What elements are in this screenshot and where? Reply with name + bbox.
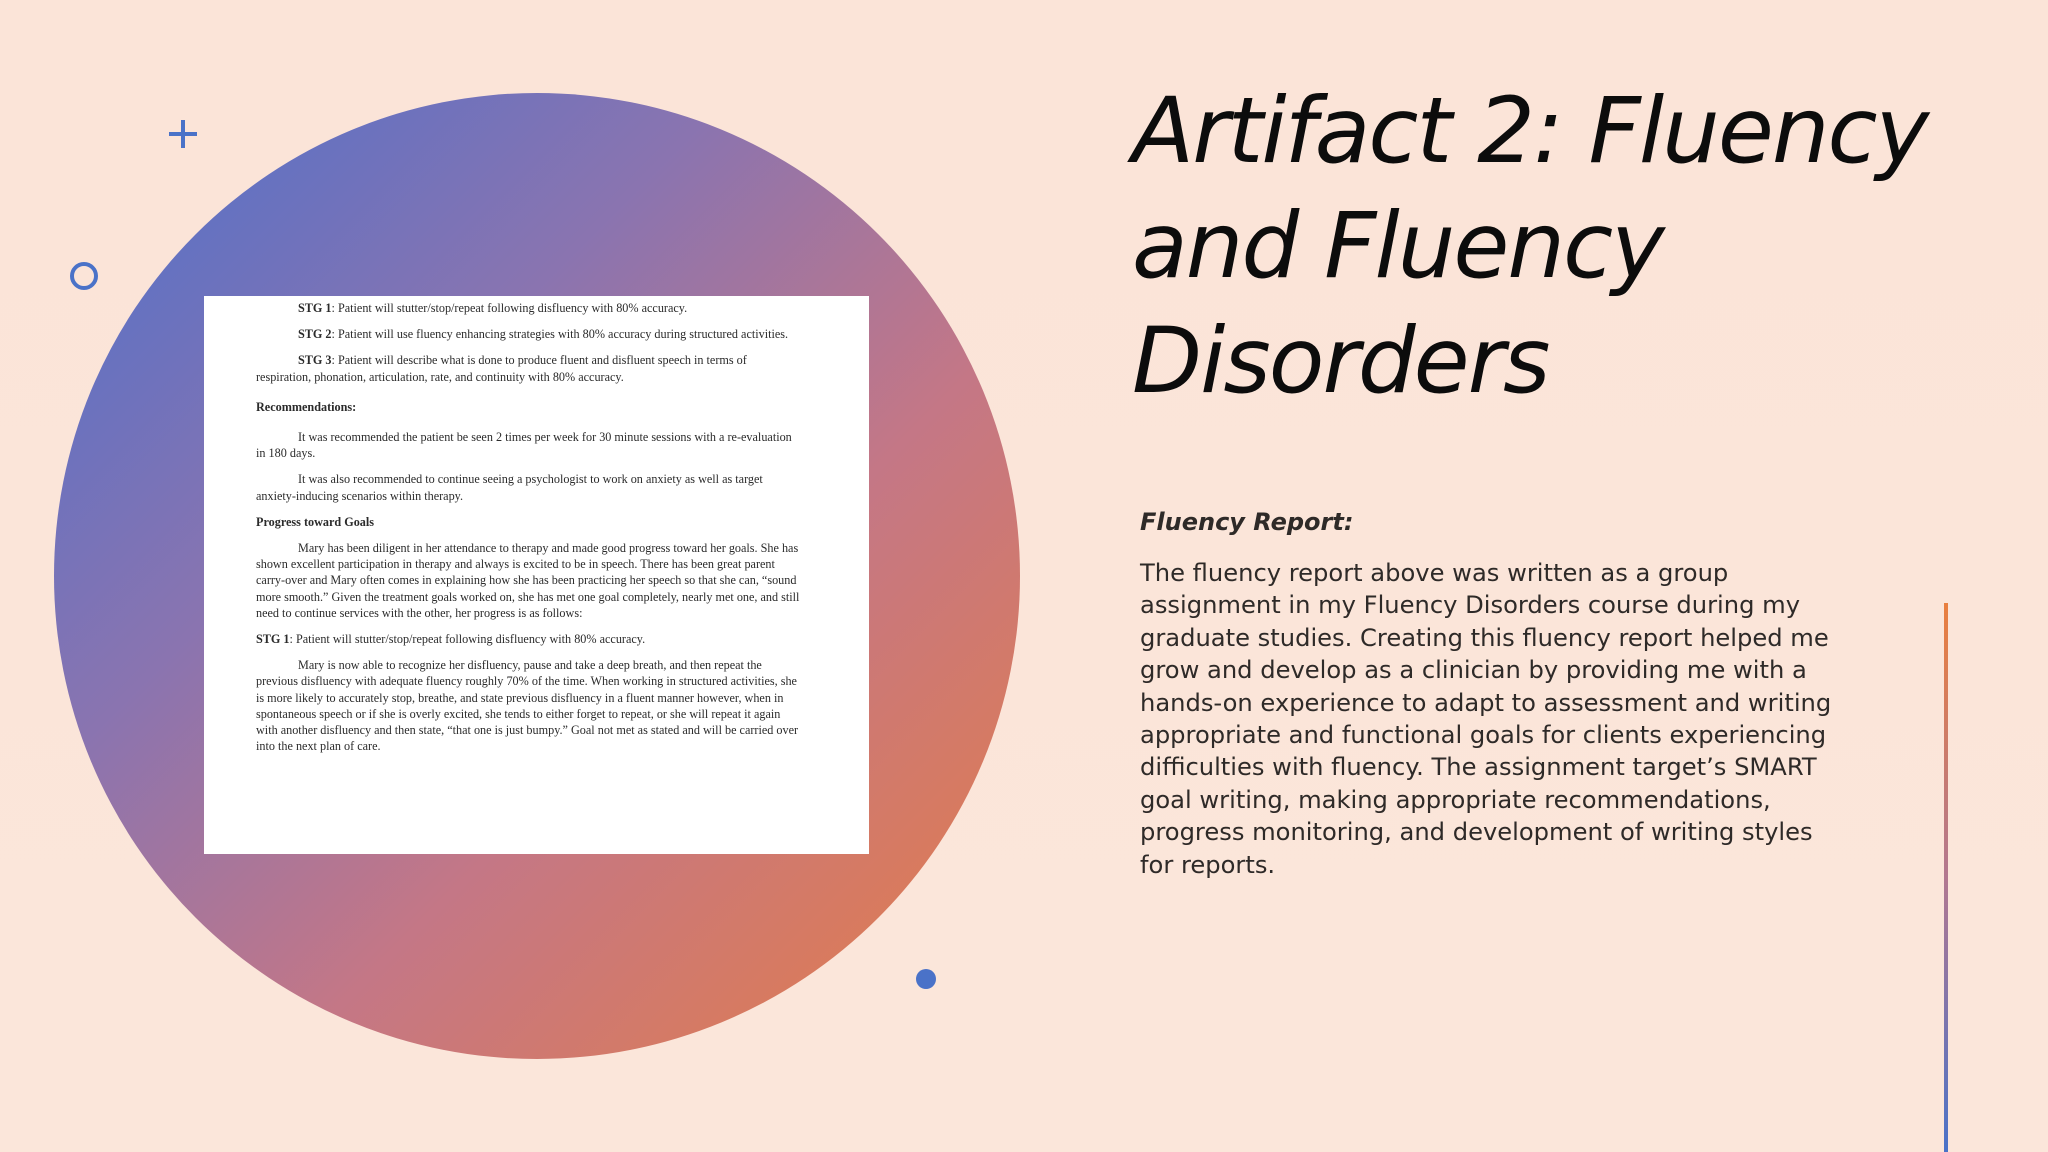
doc-stg3-text: : Patient will describe what is done to produce fluent and disfluent speech in terms of respiration, phonation, articulation, rate, and continuity with 80% accuracy. xyxy=(256,353,747,384)
doc-stg1 xyxy=(256,300,803,316)
doc-stg2-text: : Patient will use fluency enhancing strategies with 80% accuracy during structured activities. xyxy=(331,327,789,342)
doc-recommendation-1: It was recommended the patient be seen 2 times per week for 30 minute sessions with a re-evaluation in 180 days. xyxy=(256,430,792,461)
plus-icon xyxy=(165,116,201,152)
doc-stg3 xyxy=(256,352,803,384)
fluency-report-subheading: Fluency Report: xyxy=(1140,508,1354,536)
doc-stg1-text: : Patient will stutter/stop/repeat following disfluency with 80% accuracy. xyxy=(331,301,688,315)
doc-stg1-progress-text: : Patient will stutter/stop/repeat following disfluency with 80% accuracy. xyxy=(289,632,646,647)
doc-recommendations-heading: Recommendations: xyxy=(256,399,357,414)
doc-stg1-progress-detail: Mary is now able to recognize her disfluency, pause and take a deep breath, and then repeat the previous disfluency with adequate fluency roughly 70% of the time. When working in structured activities, she is more likely to accurately stop, breathe, and state previous disfluency in a fluent manner however, when in spontaneous speech or if she is overly excited, she tends to either forget to repeat, or she will repeat it again with another disfluency and then state, “that one is just bumpy.” Goal not met as stated and will be carried over into the next plan of care. xyxy=(256,658,799,754)
doc-progress-heading: Progress toward Goals xyxy=(256,514,375,529)
fluency-report-description: The fluency report above was written as a group assignment in my Fluency Disorders course during my graduate studies. Creating this fluency report helped me grow and develop as a clinician by providing me with a hands-on experience to adapt to assessment and writing appropriate and functional goals for clients experiencing difficulties with fluency. The assignment target’s SMART goal writing, making appropriate recommendations, progress monitoring, and development of writing styles for reports. xyxy=(1140,559,1832,879)
slide-title: Artifact 2: Fluency and Fluency Disorders xyxy=(1132,79,1928,414)
doc-stg1-progress-label: STG 1 xyxy=(256,632,290,647)
doc-progress-text: Mary has been diligent in her attendance to therapy and made good progress toward her goals. She has shown excellent participation in therapy and always is excited to be in speech. There has been great parent carry-over and Mary often comes in explaining how she has been practicing her speech so that she can, “sound more smooth.” Given the treatment goals worked on, she has met one goal completely, nearly met one, and still need to continue services with the other, her progress is as follows: xyxy=(256,541,800,620)
doc-stg2 xyxy=(256,326,803,342)
doc-stg1-progress xyxy=(256,631,803,647)
doc-stg3-label: STG 3 xyxy=(298,353,332,368)
fluency-report-document-image xyxy=(204,296,869,854)
dot-icon xyxy=(916,969,936,989)
doc-stg1-label: STG 1 xyxy=(298,301,332,315)
accent-vertical-line xyxy=(1944,603,1948,1152)
doc-recommendation-2: It was also recommended to continue seeing a psychologist to work on anxiety as well as target anxiety-inducing scenarios within therapy. xyxy=(256,472,763,503)
doc-stg2-label: STG 2 xyxy=(298,327,332,342)
ring-icon xyxy=(70,262,98,290)
